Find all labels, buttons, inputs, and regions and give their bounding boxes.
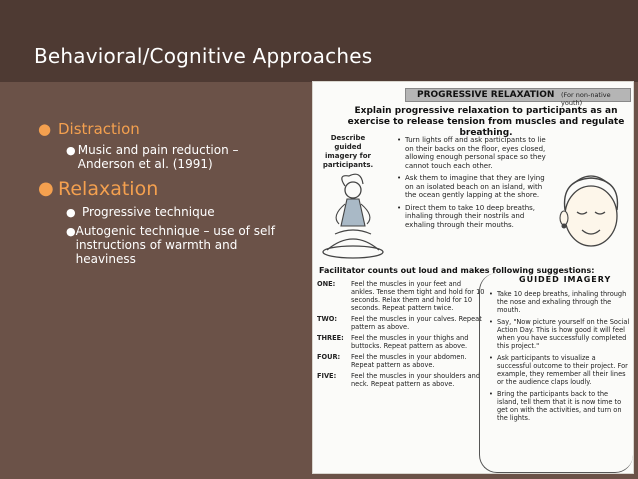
sub-bullet [66, 143, 298, 171]
list-item: • Turn lights off and ask participants to lie on their backs on the floor, eyes closed, allowing enough personal space so they cannot touch each other. [397, 136, 546, 170]
title-band [0, 0, 638, 82]
bullet-icon: ● [38, 120, 52, 138]
bullet-relaxation [38, 177, 298, 201]
sub-bullet-text: Progressive technique [82, 205, 215, 219]
worksheet-steps [397, 136, 547, 233]
bullet-icon: ● [38, 178, 54, 199]
suggestion-list [317, 280, 485, 391]
sub-bullet-text: Autogenic technique – use of self instructions of warmth and heaviness [75, 224, 275, 266]
list-item: • Ask them to imagine that they are lying on an isolated beach on an island, with the ocean gently lapping at the shore. [397, 174, 545, 199]
bullet-icon: ● [66, 225, 76, 238]
worksheet-header: PROGRESSIVE RELAXATION [417, 90, 555, 100]
guided-imagery-title: GUIDED IMAGERY [519, 275, 612, 284]
bullet-icon: ● [66, 206, 76, 219]
guided-imagery-list [489, 290, 631, 426]
worksheet-instruction: Explain progressive relaxation to participants as an exercise to release tension from muscles and regulate breathing. [347, 106, 625, 138]
sub-bullet [66, 224, 298, 266]
list-item: • Ask participants to visualize a successful outcome to their project. For example, they remember all their lines or the audience claps loudly. [489, 354, 628, 386]
worksheet-callout: Describe guided imagery for participants. [322, 134, 374, 169]
list-item: FOUR: Feel the muscles in your abdomen. Repeat pattern as above. [317, 353, 467, 369]
bullet-icon: ● [66, 144, 76, 157]
list-item: ONE: Feel the muscles in your feet and ankles. Tense them tight and hold for 10 seconds. Relax them and hold for 10 seconds. Repeat pattern twice. [317, 280, 485, 312]
slide-title: Behavioral/Cognitive Approaches [34, 44, 373, 68]
list-item: TWO: Feel the muscles in your calves. Repeat pattern as above. [317, 315, 482, 331]
worksheet-image [312, 81, 634, 474]
list-item: • Bring the participants back to the island, tell them that it is now time to get on with the activities, and turn on the lights. [489, 390, 622, 422]
bullet-label: Relaxation [58, 178, 159, 200]
meditating-figure-illustration [317, 168, 389, 260]
bullet-label: Distraction [58, 120, 140, 138]
list-item: FIVE: Feel the muscles in your shoulders and neck. Repeat pattern as above. [317, 372, 481, 388]
sub-bullet-text: Music and pain reduction – Anderson et al. (1991) [77, 143, 239, 171]
list-item: • Take 10 deep breaths, inhaling through the nose and exhaling through the mouth. [489, 290, 627, 314]
list-item: • Direct them to take 10 deep breaths, inhaling through their nostrils and exhaling through their mouths. [397, 203, 536, 229]
list-item: • Say, "Now picture yourself on the Social Action Day. This is how good it will feel when you have successfully completed this project." [489, 318, 630, 350]
bullet-list [38, 119, 298, 266]
facilitator-note: Facilitator counts out loud and makes following suggestions: [319, 266, 595, 275]
relaxed-face-illustration [551, 166, 631, 262]
bullet-distraction [38, 119, 298, 139]
worksheet-header-note: (For non-native youth) [561, 91, 611, 107]
list-item: THREE: Feel the muscles in your thighs and buttocks. Repeat pattern as above. [317, 334, 469, 350]
sub-bullet [66, 205, 298, 220]
